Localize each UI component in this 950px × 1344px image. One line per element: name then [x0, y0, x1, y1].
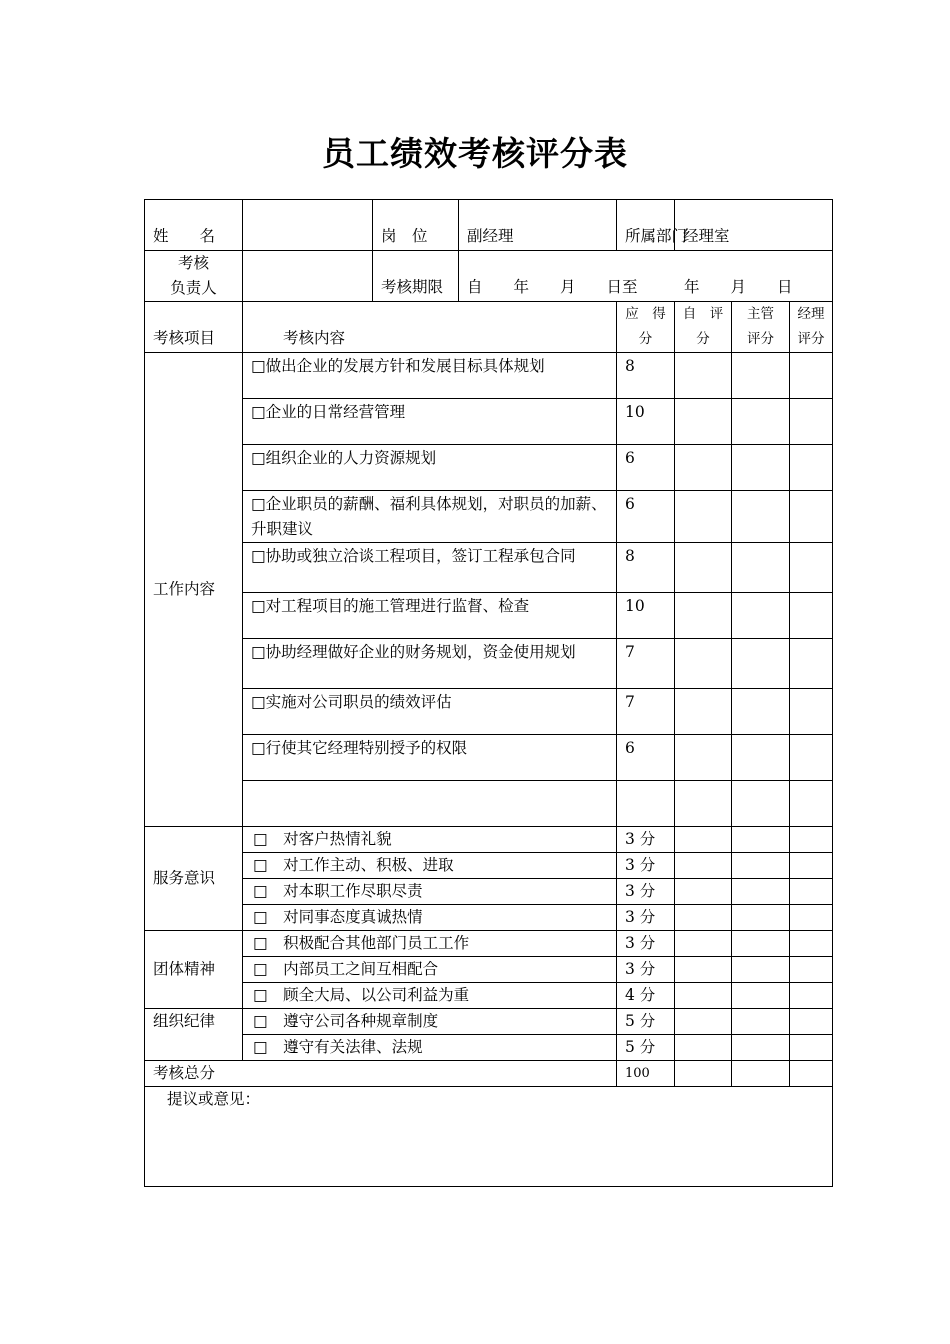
manager-score-cell[interactable] [790, 735, 833, 781]
criteria-text: □企业的日常经营管理 [243, 399, 617, 445]
self-score-cell[interactable] [675, 781, 732, 827]
col-supervisor-score-header [732, 302, 790, 353]
position-value[interactable]: 副经理 [459, 200, 617, 251]
criteria-row [145, 983, 833, 1009]
section-name: 组织纪律 [145, 1009, 243, 1061]
manager-score-cell[interactable] [790, 905, 833, 931]
manager-score-cell[interactable] [790, 445, 833, 491]
criteria-row [145, 1009, 833, 1035]
col-max-score-line1: 应 得 [625, 306, 666, 322]
section-name: 团体精神 [145, 931, 243, 1009]
manager-score-cell[interactable] [790, 1009, 833, 1035]
criteria-text: □ 对本职工作尽职尽责 [243, 879, 617, 905]
criteria-text: □ 内部员工之间互相配合 [243, 957, 617, 983]
supervisor-score-cell[interactable] [732, 781, 790, 827]
work-content-row [145, 689, 833, 735]
self-score-cell[interactable] [675, 735, 732, 781]
criteria-text: □实施对公司职员的绩效评估 [243, 689, 617, 735]
criteria-text: □协助经理做好企业的财务规划，资金使用规划 [243, 639, 617, 689]
comments-field[interactable] [145, 1087, 833, 1187]
work-content-row [145, 639, 833, 689]
criteria-row [145, 957, 833, 983]
max-score-cell: 4 分 [617, 983, 675, 1009]
manager-score-cell[interactable] [790, 827, 833, 853]
self-score-cell[interactable] [675, 1009, 732, 1035]
supervisor-score-cell[interactable] [732, 827, 790, 853]
reviewer-label-line2: 负责人 [170, 279, 217, 297]
supervisor-score-cell[interactable] [732, 983, 790, 1009]
supervisor-score-cell[interactable] [732, 735, 790, 781]
max-score-cell: 8 [617, 353, 675, 399]
criteria-text: □ 积极配合其他部门员工工作 [243, 931, 617, 957]
criteria-row [145, 853, 833, 879]
criteria-row [145, 905, 833, 931]
manager-score-cell[interactable] [790, 781, 833, 827]
criteria-text: □做出企业的发展方针和发展目标具体规划 [243, 353, 617, 399]
supervisor-score-cell[interactable] [732, 445, 790, 491]
manager-score-cell[interactable] [790, 853, 833, 879]
col-max-score-line2: 分 [638, 331, 653, 347]
self-score-cell[interactable] [675, 491, 732, 543]
criteria-text: □ 对客户热情礼貌 [243, 827, 617, 853]
self-score-cell[interactable] [675, 983, 732, 1009]
supervisor-score-cell[interactable] [732, 879, 790, 905]
criteria-row [145, 1035, 833, 1061]
manager-score-cell[interactable] [790, 491, 833, 543]
manager-score-cell[interactable] [790, 879, 833, 905]
criteria-text: □行使其它经理特别授予的权限 [243, 735, 617, 781]
manager-score-cell[interactable] [790, 639, 833, 689]
col-self-score-line1: 自 评 [682, 306, 724, 322]
dept-value[interactable]: 经理室 [675, 200, 833, 251]
col-self-score-line2: 分 [696, 331, 710, 347]
total-score: 100 [617, 1061, 675, 1087]
self-score-cell[interactable] [675, 853, 732, 879]
self-score-cell[interactable] [675, 543, 732, 593]
col-manager-line1: 经理 [797, 306, 825, 322]
column-header-row [145, 302, 833, 353]
criteria-row [145, 879, 833, 905]
max-score-cell: 3 分 [617, 957, 675, 983]
supervisor-score-cell[interactable] [732, 491, 790, 543]
criteria-row [145, 827, 833, 853]
max-score-cell: 3 分 [617, 827, 675, 853]
manager-score-cell[interactable] [790, 593, 833, 639]
supervisor-score-cell[interactable] [732, 905, 790, 931]
self-score-cell[interactable] [675, 905, 732, 931]
self-score-cell[interactable] [675, 931, 732, 957]
manager-score-cell[interactable] [790, 543, 833, 593]
reviewer-label [145, 251, 243, 302]
max-score-cell: 10 [617, 593, 675, 639]
max-score-cell: 3 分 [617, 853, 675, 879]
max-score-cell: 7 [617, 639, 675, 689]
criteria-text: □ 对工作主动、积极、进取 [243, 853, 617, 879]
total-self-cell[interactable] [675, 1061, 732, 1087]
position-label: 岗 位 [373, 200, 459, 251]
supervisor-score-cell[interactable] [732, 853, 790, 879]
criteria-text: □协助或独立洽谈工程项目，签订工程承包合同 [243, 543, 617, 593]
criteria-text: □ 对同事态度真诚热情 [243, 905, 617, 931]
work-content-row [145, 353, 833, 399]
total-manager-cell[interactable] [790, 1061, 833, 1087]
manager-score-cell[interactable] [790, 957, 833, 983]
name-label: 姓 名 [145, 200, 243, 251]
work-content-row [145, 781, 833, 827]
max-score-cell: 3 分 [617, 879, 675, 905]
self-score-cell[interactable] [675, 879, 732, 905]
manager-score-cell[interactable] [790, 983, 833, 1009]
criteria-text: □企业职员的薪酬、福利具体规划，对职员的加薪、升职建议 [243, 491, 617, 543]
period-label: 考核期限 [373, 251, 459, 302]
dept-label: 所属部门 [617, 200, 675, 251]
supervisor-score-cell[interactable] [732, 689, 790, 735]
col-max-score-header [617, 302, 675, 353]
total-label: 考核总分 [145, 1061, 617, 1087]
col-item-header: 考核项目 [145, 302, 243, 353]
criteria-row [145, 931, 833, 957]
manager-score-cell[interactable] [790, 1035, 833, 1061]
reviewer-label-line1: 考核 [177, 254, 209, 272]
work-content-row [145, 543, 833, 593]
supervisor-score-cell[interactable] [732, 353, 790, 399]
supervisor-score-cell[interactable] [732, 957, 790, 983]
criteria-text: □ 遵守公司各种规章制度 [243, 1009, 617, 1035]
self-score-cell[interactable] [675, 593, 732, 639]
manager-score-cell[interactable] [790, 399, 833, 445]
comments-row [145, 1087, 833, 1187]
max-score-cell: 6 [617, 445, 675, 491]
col-content-header: 考核内容 [243, 302, 617, 353]
supervisor-score-cell[interactable] [732, 1009, 790, 1035]
work-content-row [145, 445, 833, 491]
total-row [145, 1061, 833, 1087]
criteria-text [243, 781, 617, 827]
supervisor-score-cell[interactable] [732, 543, 790, 593]
name-field[interactable] [243, 200, 373, 251]
self-score-cell[interactable] [675, 445, 732, 491]
info-row-2 [145, 251, 833, 302]
max-score-cell: 3 分 [617, 931, 675, 957]
manager-score-cell[interactable] [790, 689, 833, 735]
self-score-cell[interactable] [675, 353, 732, 399]
max-score-cell: 8 [617, 543, 675, 593]
col-supervisor-line2: 评分 [747, 331, 774, 347]
max-score-cell: 5 分 [617, 1035, 675, 1061]
col-manager-line2: 评分 [797, 331, 825, 347]
criteria-text: □ 遵守有关法律、法规 [243, 1035, 617, 1061]
info-row-1 [145, 200, 833, 251]
self-score-cell[interactable] [675, 1035, 732, 1061]
page-title: 员工绩效考核评分表 [322, 134, 628, 173]
max-score-cell: 10 [617, 399, 675, 445]
self-score-cell[interactable] [675, 399, 732, 445]
max-score-cell: 7 [617, 689, 675, 735]
supervisor-score-cell[interactable] [732, 593, 790, 639]
self-score-cell[interactable] [675, 827, 732, 853]
col-supervisor-line1: 主管 [747, 306, 774, 322]
max-score-cell: 3 分 [617, 905, 675, 931]
max-score-cell: 6 [617, 735, 675, 781]
col-manager-score-header [790, 302, 833, 353]
period-field[interactable]: 自 年 月 日至 年 月 日 [459, 251, 833, 302]
criteria-text: □对工程项目的施工管理进行监督、检查 [243, 593, 617, 639]
section-name: 工作内容 [145, 353, 243, 827]
manager-score-cell[interactable] [790, 931, 833, 957]
criteria-text: □组织企业的人力资源规划 [243, 445, 617, 491]
work-content-row [145, 491, 833, 543]
supervisor-score-cell[interactable] [732, 931, 790, 957]
self-score-cell[interactable] [675, 639, 732, 689]
supervisor-score-cell[interactable] [732, 399, 790, 445]
manager-score-cell[interactable] [790, 353, 833, 399]
supervisor-score-cell[interactable] [732, 639, 790, 689]
self-score-cell[interactable] [675, 689, 732, 735]
total-supervisor-cell[interactable] [732, 1061, 790, 1087]
max-score-cell: 5 分 [617, 1009, 675, 1035]
reviewer-field[interactable] [243, 251, 373, 302]
work-content-row [145, 593, 833, 639]
comments-label: 提议或意见： [167, 1090, 261, 1108]
section-name: 服务意识 [145, 827, 243, 931]
appraisal-form [144, 199, 833, 1187]
col-self-score-header [675, 302, 732, 353]
criteria-text: □ 顾全大局、以公司利益为重 [243, 983, 617, 1009]
self-score-cell[interactable] [675, 957, 732, 983]
max-score-cell: 6 [617, 491, 675, 543]
work-content-row [145, 735, 833, 781]
max-score-cell [617, 781, 675, 827]
work-content-row [145, 399, 833, 445]
supervisor-score-cell[interactable] [732, 1035, 790, 1061]
